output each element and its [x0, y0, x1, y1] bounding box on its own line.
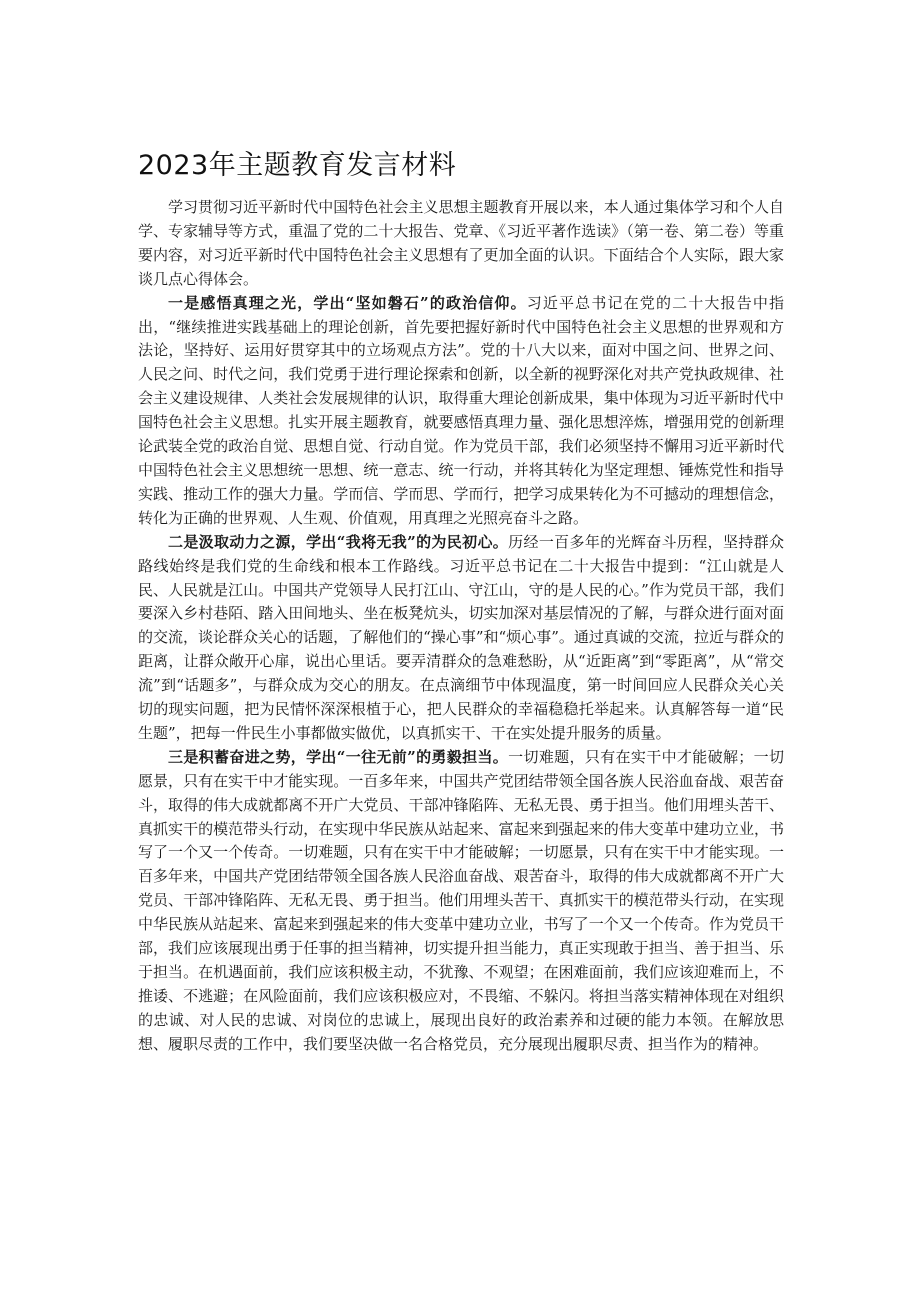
intro-paragraph: 学习贯彻习近平新时代中国特色社会主义思想主题教育开展以来，本人通过集体学习和个人自学、专家辅导等方式，重温了党的二十大报告、党章、《习近平著作选读》（第一卷、第二卷）等重要内容，对习近平新时代中国特色社会主义思想有了更加全面的认识。下面结合个人实际，跟大家谈几点心得体会。	[138, 198, 784, 288]
document-body	[138, 196, 784, 1057]
section-3-paragraph	[138, 746, 784, 1057]
section-1-heading: 一是感悟真理之光，学出“坚如磐石”的政治信仰。	[168, 293, 527, 312]
section-2-paragraph	[138, 531, 784, 746]
section-3-heading: 三是积蓄奋进之势，学出“一往无前”的勇毅担当。	[168, 747, 509, 766]
section-1-text: 习近平总书记在党的二十大报告中指出，“继续推进实践基础上的理论创新，首先要把握好新时代中国特色社会主义思想的世界观和方法论，坚持好、运用好贯穿其中的立场观点方法”。党的十八大以来，面对中国之问、世界之问、人民之问、时代之问，我们党勇于进行理论探索和创新，以全新的视野深化对共产党执政规律、社会主义建设规律、人类社会发展规律的认识，取得重大理论创新成果，集中体现为习近平新时代中国特色社会主义思想。扎实开展主题教育，就要感悟真理力量、强化思想淬炼，增强用党的创新理论武装全党的政治自觉、思想自觉、行动自觉。作为党员干部，我们必须坚持不懈用习近平新时代中国特色社会主义思想统一思想、统一意志、统一行动，并将其转化为坚定理想、锤炼党性和指导实践、推动工作的强大力量。学而信、学而思、学而行，把学习成果转化为不可撼动的理想信念，转化为正确的世界观、人生观、价值观，用真理之光照亮奋斗之路。	[138, 293, 784, 527]
section-3-text: 一切难题，只有在实干中才能破解；一切愿景，只有在实干中才能实现。一百多年来，中国共产党团结带领全国各族人民浴血奋战、艰苦奋斗，取得的伟大成就都离不开广大党员、干部冲锋陷阵、无私无畏、勇于担当。他们用埋头苦干、真抓实干的模范带头行动，在实现中华民族从站起来、富起来到强起来的伟大变革中建功立业，书写了一个又一个传奇。一切难题，只有在实干中才能破解；一切愿景，只有在实干中才能实现。一百多年来，中国共产党团结带领全国各族人民浴血奋战、艰苦奋斗，取得的伟大成就都离不开广大党员、干部冲锋陷阵、无私无畏、勇于担当。他们用埋头苦干、真抓实干的模范带头行动，在实现中华民族从站起来、富起来到强起来的伟大变革中建功立业，书写了一个又一个传奇。作为党员干部，我们应该展现出勇于任事的担当精神，切实提升担当能力，真正实现敢于担当、善于担当、乐于担当。在机遇面前，我们应该积极主动，不犹豫、不观望；在困难面前，我们应该迎难而上，不推诿、不逃避；在风险面前，我们应该积极应对，不畏缩、不躲闪。将担当落实精神体现在对组织的忠诚、对人民的忠诚、对岗位的忠诚上，展现出良好的政治素养和过硬的能力本领。在解放思想、履职尽责的工作中，我们要坚决做一名合格党员，充分展现出履职尽责、担当作为的精神。	[138, 747, 784, 1053]
section-2-heading: 二是汲取动力之源，学出“我将无我”的为民初心。	[168, 532, 509, 551]
section-2-text: 历经一百多年的光辉奋斗历程，坚持群众路线始终是我们党的生命线和根本工作路线。习近平总书记在二十大报告中提到：“江山就是人民、人民就是江山。中国共产党领导人民打江山、守江山，守的是人民的心。”作为党员干部，我们要深入乡村巷陌、踏入田间地头、坐在板凳炕头，切实加深对基层情况的了解，与群众进行面对面的交流，谈论群众关心的话题，了解他们的“操心事”和“烦心事”。通过真诚的交流，拉近与群众的距离，让群众敞开心扉，说出心里话。要弄清群众的急难愁盼，从“近距离”到“零距离”，从“常交流”到“话题多”，与群众成为交心的朋友。在点滴细节中体现温度，第一时间回应人民群众关心关切的现实问题，把为民情怀深深根植于心，把人民群众的幸福稳稳托举起来。认真解答每一道“民生题”，把每一件民生小事都做实做优，以真抓实干、干在实处提升服务的质量。	[138, 532, 784, 742]
section-1-paragraph	[138, 292, 784, 531]
document-title: 2023年主题教育发言材料	[138, 150, 457, 181]
